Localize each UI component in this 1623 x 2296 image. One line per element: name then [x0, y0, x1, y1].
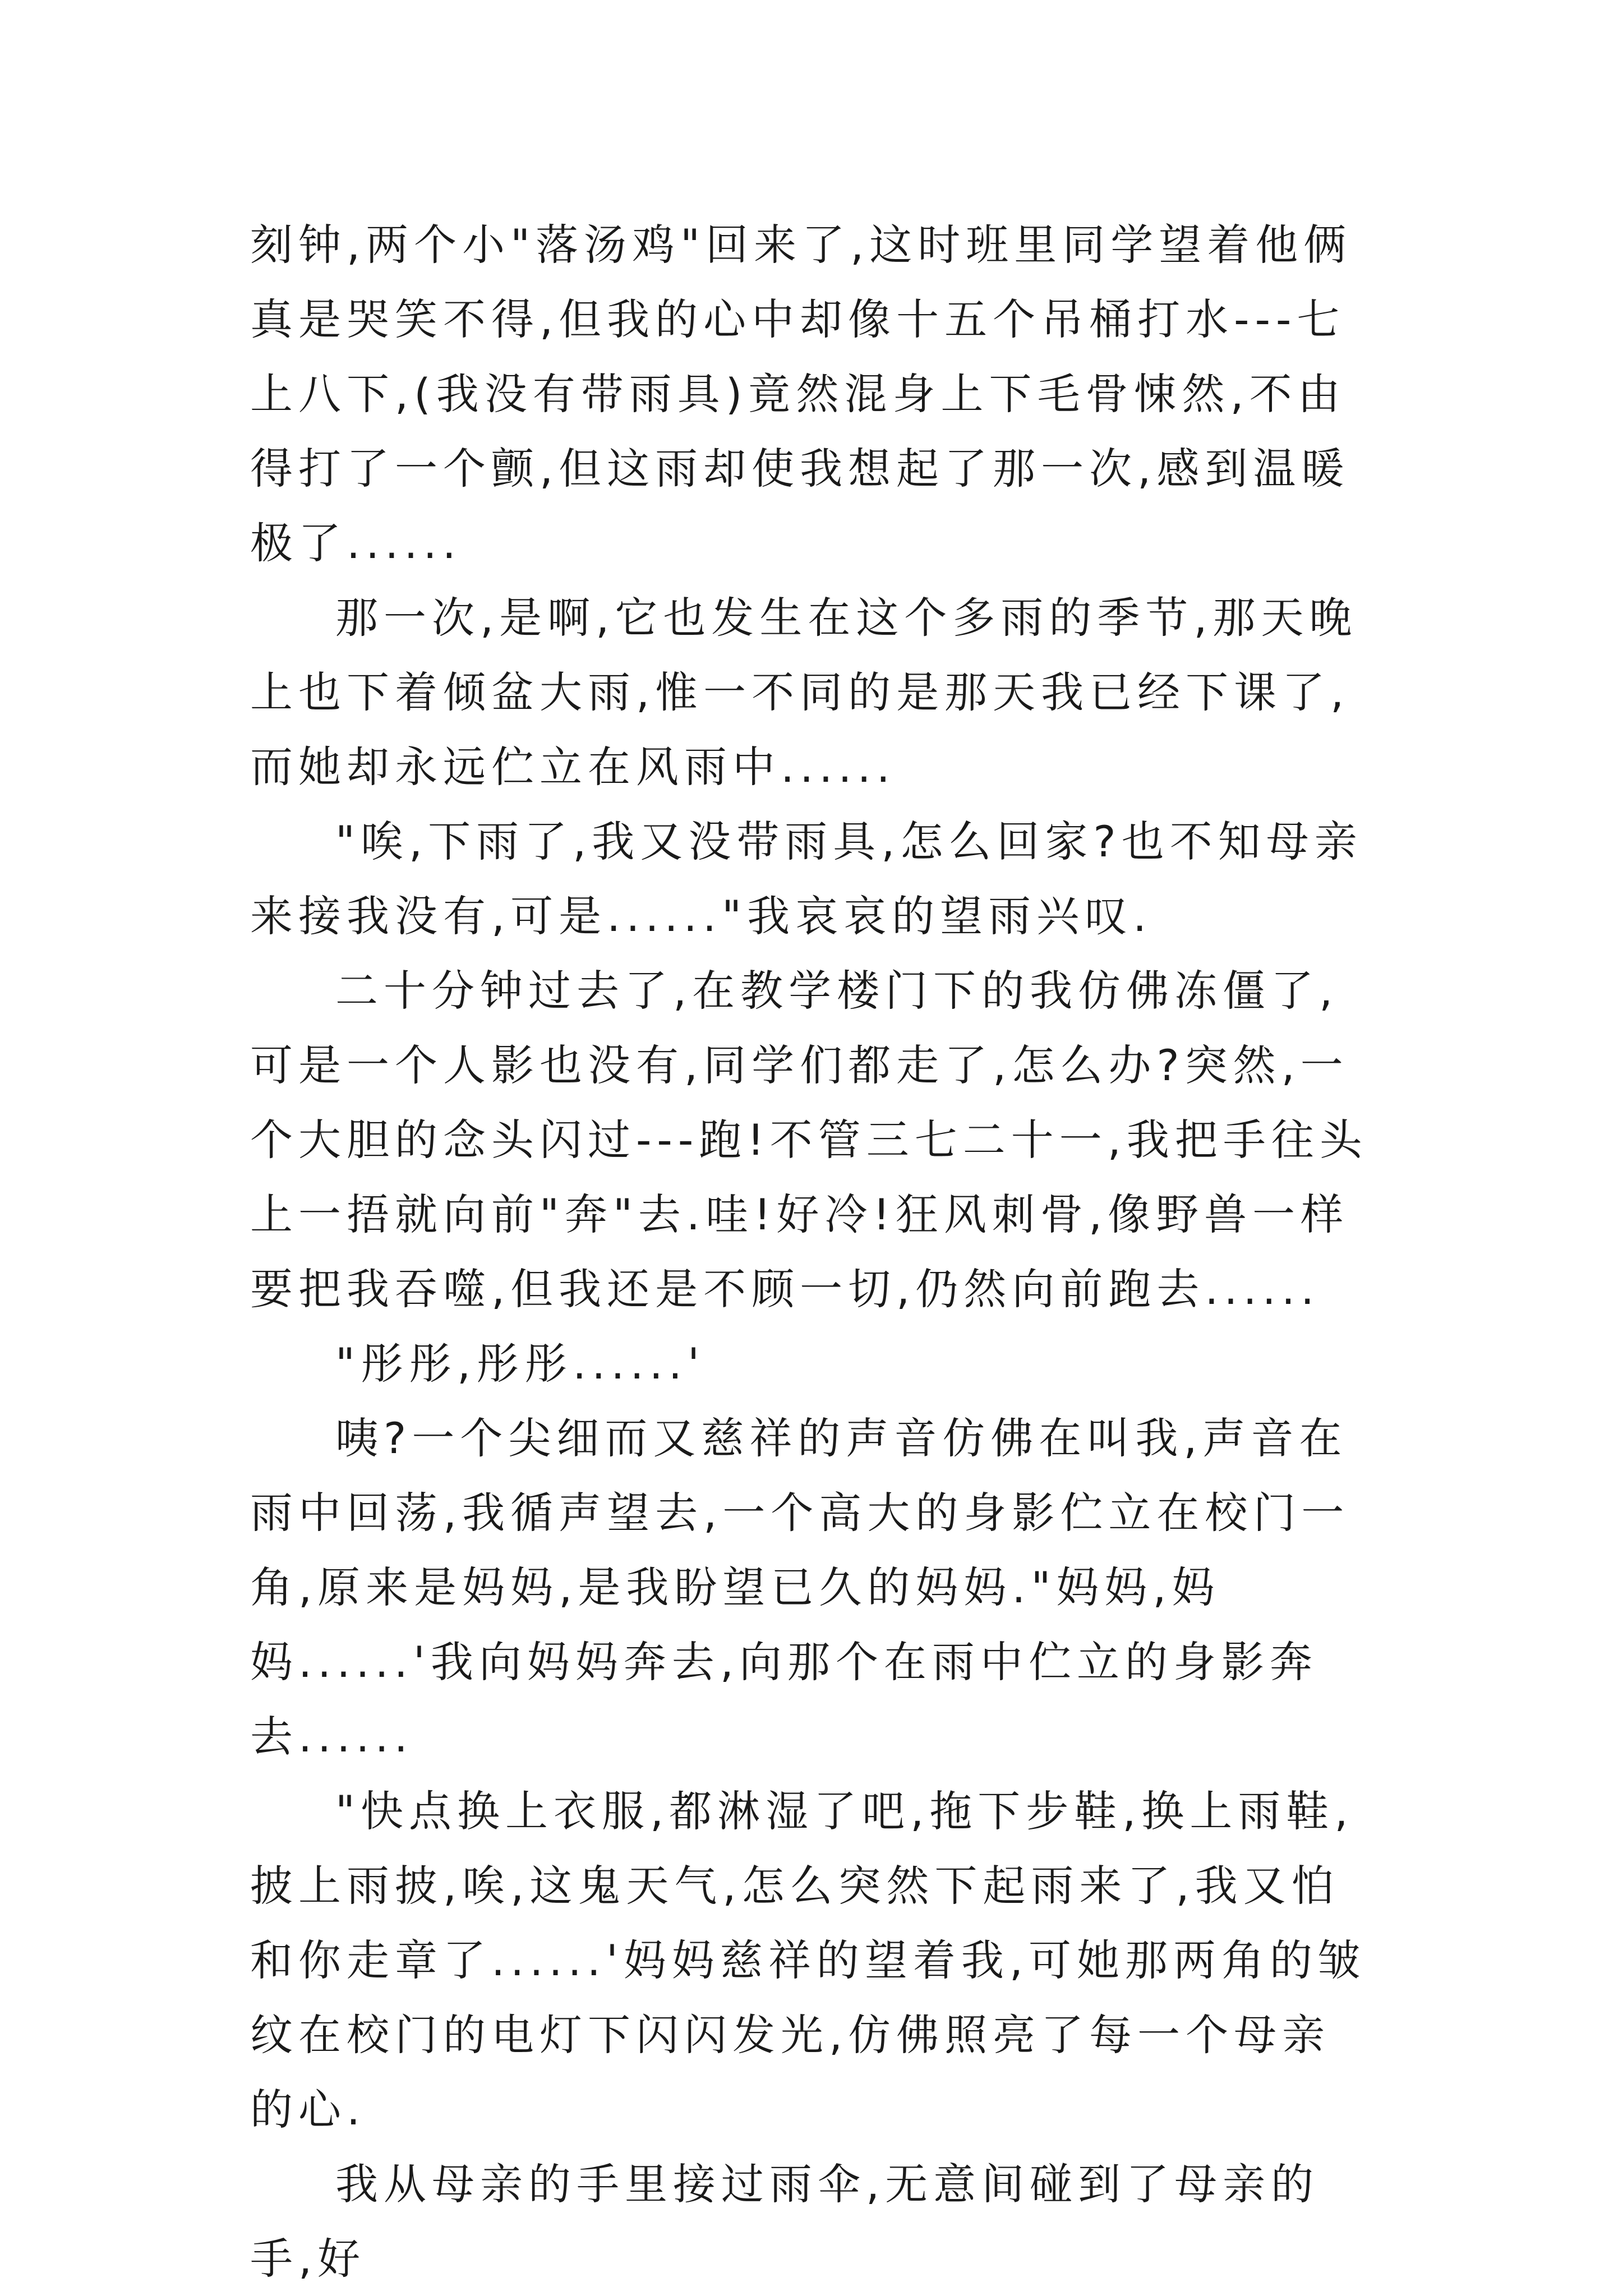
document-body [250, 208, 1377, 2296]
paragraph-5: "彤彤,彤彤......' [335, 1339, 705, 1389]
paragraph-8: 我从母亲的手里接过雨伞,无意间碰到了母亲的手,好 [250, 2159, 1320, 2284]
paragraph-1: 刻钟,两个小"落汤鸡"回来了,这时班里同学望着他俩真是哭笑不得,但我的心中却像十五个吊桶打水---七上八下,(我没有带雨具)竟然混身上下毛骨悚然,不由得打了一个颤,但这雨却使我想起了那一次,感到温暖极了...... [250, 220, 1352, 568]
paragraph-2: 那一次,是啊,它也发生在这个多雨的季节,那天晚上也下着倾盆大雨,惟一不同的是那天我已经下课了,而她却永远伫立在风雨中...... [250, 593, 1358, 792]
paragraph-7: "快点换上衣服,都淋湿了吧,拖下步鞋,换上雨鞋,披上雨披,唉,这鬼天气,怎么突然下起雨来了,我又怕和你走章了......'妈妈慈祥的望着我,可她那两角的皱纹在校门的电灯下闪闪发光,仿佛照亮了每一个母亲的心. [250, 1786, 1366, 2134]
paragraph-4: 二十分钟过去了,在教学楼门下的我仿佛冻僵了,可是一个人影也没有,同学们都走了,怎么办?突然,一个大胆的念头闪过---跑!不管三七二十一,我把手往头上一捂就向前"奔"去.哇!好冷!狂风刺骨,像野兽一样要把我吞噬,但我还是不顾一切,仍然向前跑去...... [250, 966, 1368, 1314]
paragraph-6: 咦?一个尖细而又慈祥的声音仿佛在叫我,声音在雨中回荡,我循声望去,一个高大的身影伫立在校门一角,原来是妈妈,是我盼望已久的妈妈."妈妈,妈妈......'我向妈妈奔去,向那个在雨中伫立的身影奔去...... [250, 1413, 1350, 1762]
paragraph-3: "唉,下雨了,我又没带雨具,怎么回家?也不知母亲来接我没有,可是......"我哀哀的望雨兴叹. [250, 817, 1363, 941]
